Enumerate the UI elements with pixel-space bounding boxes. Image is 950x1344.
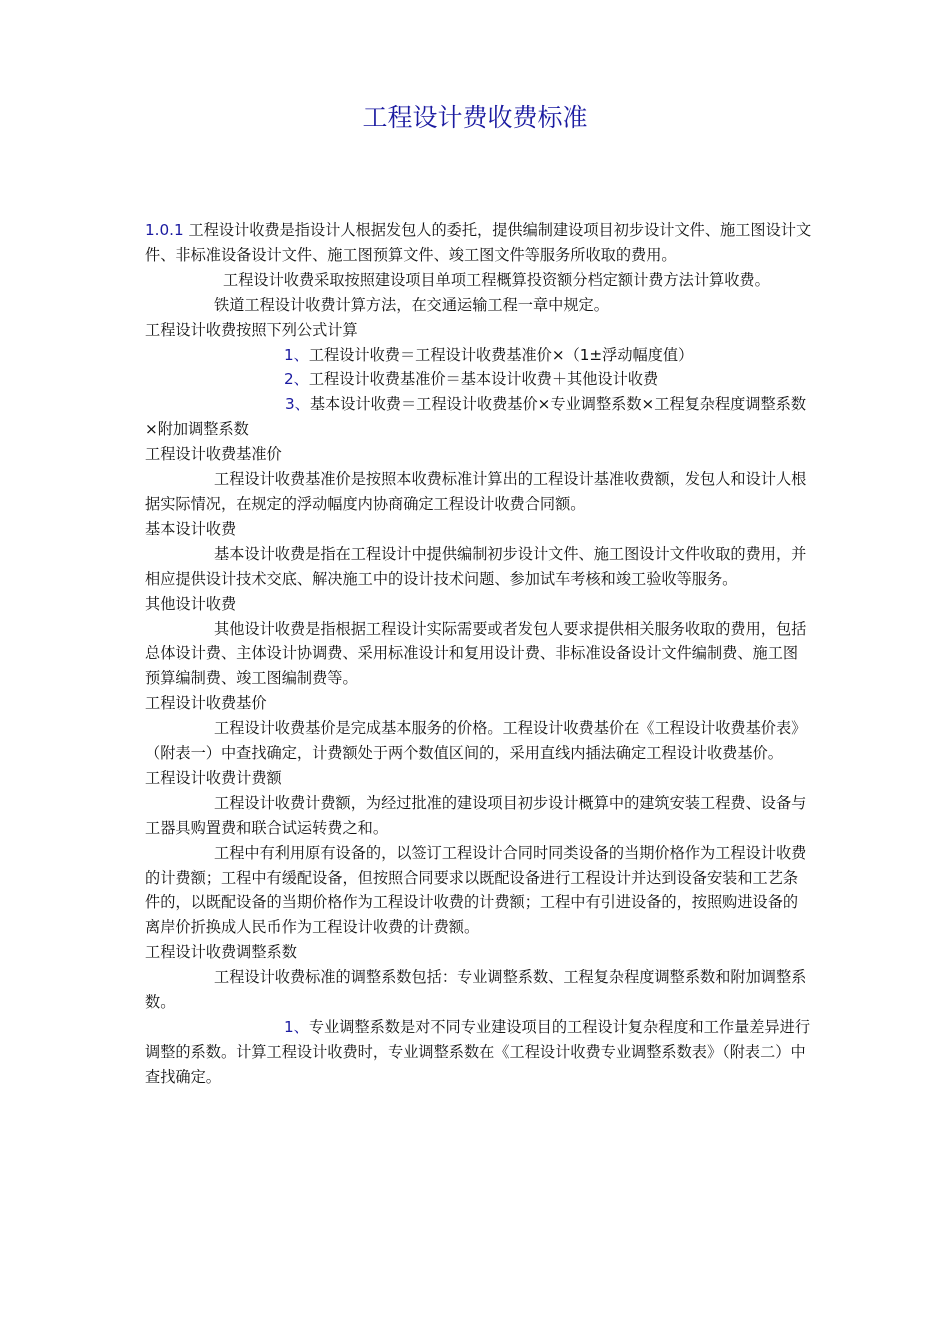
heading-basic-fee: 基本设计收费: [145, 519, 237, 538]
formula-1-text: 工程设计收费＝工程设计收费基准价×（1±浮动幅度值）: [308, 345, 694, 364]
paragraph-definition-text: 工程设计收费是指设计人根据发包人的委托，提供编制建设项目初步设计文件、施工图设计文件、非标准设备设计文件、施工图预算文件、竣工图文件等服务所收取的费用。: [145, 221, 812, 264]
section-number: 1.0.1: [145, 221, 184, 239]
paragraph-other-fee: 其他设计收费是指根据工程设计实际需要或者发包人要求提供相关服务收取的费用，包括总体设计费、主体设计协调费、采用标准设计和复用设计费、非标准设备设计文件编制费、施工图预算编制费、竣工图编制费等。: [145, 619, 807, 688]
formula-3: [145, 392, 813, 442]
heading-base-price: 工程设计收费基准价: [145, 445, 282, 464]
heading-other-fee: 其他设计收费: [145, 594, 237, 613]
heading-fee-amount: 工程设计收费计费额: [145, 768, 282, 787]
paragraph-method-text: 工程设计收费采取按照建设项目单项工程概算投资额分档定额计费方法计算收费。: [223, 270, 770, 289]
list-item-1: [145, 1015, 813, 1090]
paragraph-railway: 铁道工程设计收费计算方法，在交通运输工程一章中规定。: [214, 295, 609, 314]
formula-2: [145, 367, 813, 392]
heading-formula: 工程设计收费按照下列公式计算: [145, 320, 358, 339]
paragraph-basic-fee: 基本设计收费是指在工程设计中提供编制初步设计文件、施工图设计文件收取的费用，并相应提供设计技术交底、解决施工中的设计技术问题、参加试车考核和竣工验收等服务。: [145, 544, 807, 588]
paragraph-definition: [145, 218, 813, 268]
formula-3-number: 3、: [285, 395, 310, 414]
formula-1-number: 1、: [284, 345, 309, 364]
heading-fee-base: 工程设计收费基价: [145, 694, 267, 713]
list-item-1-text: 专业调整系数是对不同专业建设项目的工程设计复杂程度和工作量差异进行调整的系数。计算工程设计收费时，专业调整系数在《工程设计收费专业调整系数表》（附表二）中查找确定。: [145, 1018, 811, 1086]
paragraph-fee-base: 工程设计收费基价是完成基本服务的价格。工程设计收费基价在《工程设计收费基价表》（附表一）中查找确定，计费额处于两个数值区间的，采用直线内插法确定工程设计收费基价。: [145, 719, 807, 763]
formula-3-text: 基本设计收费＝工程设计收费基价×专业调整系数×工程复杂程度调整系数×附加调整系数: [145, 395, 807, 439]
formula-2-number: 2、: [284, 370, 309, 389]
formula-1: [145, 343, 813, 368]
paragraph-adjustment: 工程设计收费标准的调整系数包括：专业调整系数、工程复杂程度调整系数和附加调整系数。: [145, 968, 807, 1012]
formula-2-text: 工程设计收费基准价＝基本设计收费＋其他设计收费: [308, 370, 659, 389]
document-title: 工程设计费收费标准: [362, 103, 588, 132]
heading-adjustment: 工程设计收费调整系数: [145, 943, 297, 962]
document-body: [145, 218, 813, 1090]
paragraph-method: [145, 268, 813, 293]
paragraph-fee-amount-2: 工程中有利用原有设备的，以签订工程设计合同时同类设备的当期价格作为工程设计收费的计费额；工程中有缓配设备，但按照合同要求以既配设备进行工程设计并达到设备安装和工艺条件的，以既配设备的当期价格作为工程设计收费的计费额；工程中有引进设备的，按照购进设备的离岸价折换成人民币作为工程设计收费的计费额。: [145, 843, 807, 937]
paragraph-base-price: 工程设计收费基准价是按照本收费标准计算出的工程设计基准收费额，发包人和设计人根据实际情况，在规定的浮动幅度内协商确定工程设计收费合同额。: [145, 470, 807, 513]
paragraph-fee-amount-1: 工程设计收费计费额，为经过批准的建设项目初步设计概算中的建筑安装工程费、设备与工器具购置费和联合试运转费之和。: [145, 793, 807, 837]
list-item-1-number: 1、: [284, 1018, 309, 1036]
